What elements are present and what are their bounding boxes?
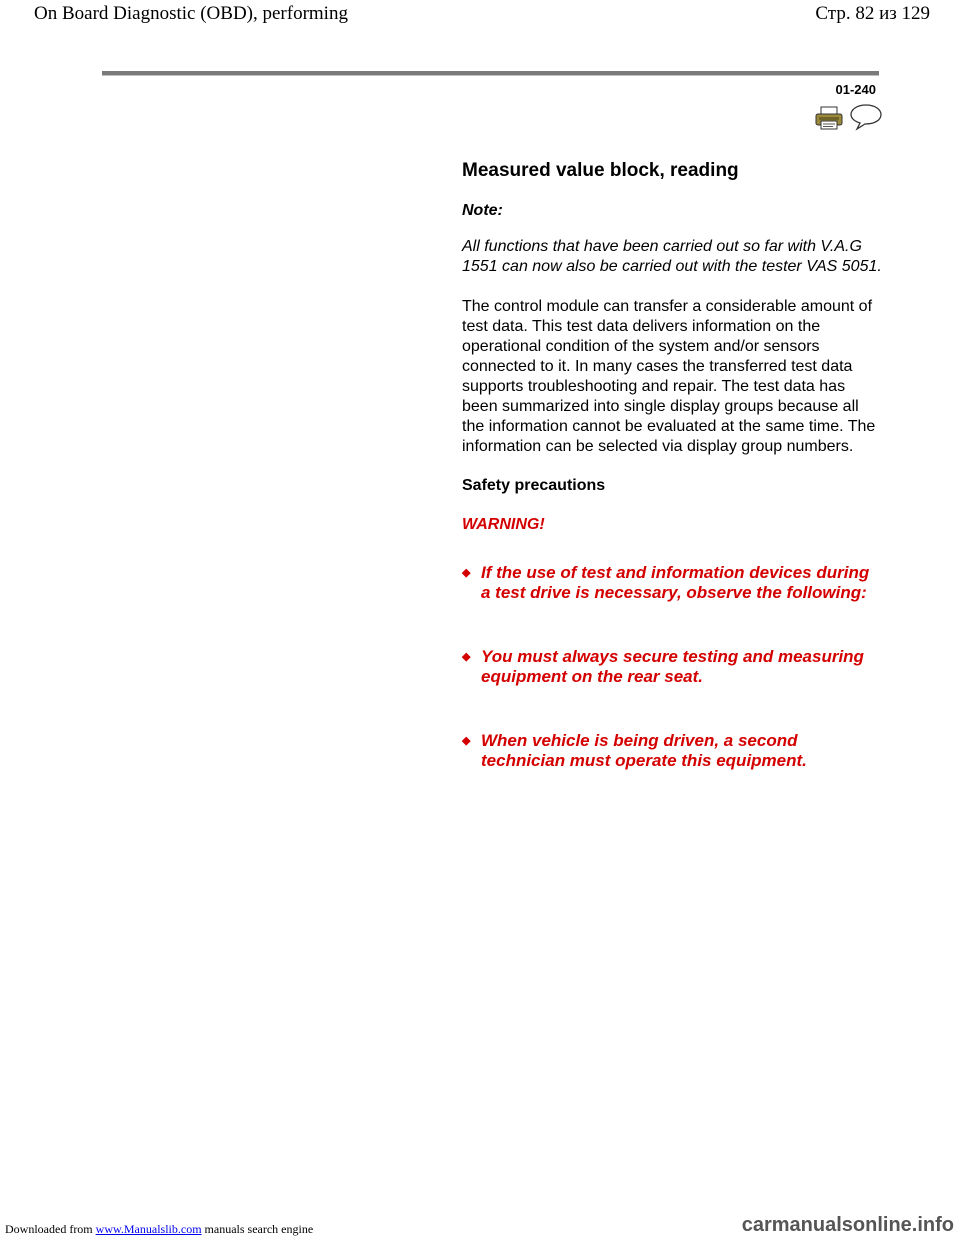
warning-text: You must always secure testing and measuring equipment on the rear seat. <box>481 647 864 686</box>
warning-item <box>462 731 882 771</box>
diamond-bullet-icon: ◆ <box>462 735 471 747</box>
safety-heading: Safety precautions <box>462 477 606 494</box>
footer-prefix: Downloaded from <box>5 1222 93 1236</box>
speech-bubble-icon[interactable] <box>849 103 883 131</box>
manualslib-link[interactable]: www.Manualslib.com <box>95 1222 202 1236</box>
warning-text: If the use of test and information devices during a test drive is necessary, observe the following: <box>481 563 870 602</box>
document-title: On Board Diagnostic (OBD), performing <box>34 3 348 24</box>
download-footer <box>5 1222 313 1237</box>
page-code: 01-240 <box>835 82 876 97</box>
note-label: Note: <box>462 202 503 219</box>
diamond-bullet-icon: ◆ <box>462 651 471 663</box>
note-text: All functions that have been carried out so far with V.A.G 1551 can now also be carried out with the tester VAS 5051. <box>462 238 882 275</box>
body-paragraph: The control module can transfer a considerable amount of test data. This test data delivers information on the operational condition of the system and/or sensors connected to it. In many cases the transferred test data supports troubleshooting and repair. The test data has been summarized into single display groups because all the information cannot be evaluated at the same time. The information can be selected via display group numbers. <box>462 298 876 455</box>
footer-suffix: manuals search engine <box>204 1222 314 1236</box>
main-content <box>462 160 882 815</box>
warning-label: WARNING! <box>462 516 545 533</box>
printer-icon[interactable] <box>815 106 843 130</box>
warning-item <box>462 647 882 687</box>
warning-list <box>462 563 882 771</box>
section-title: Measured value block, reading <box>462 160 739 181</box>
diamond-bullet-icon: ◆ <box>462 567 471 579</box>
header-divider <box>102 71 879 76</box>
page-indicator: Стр. 82 из 129 <box>815 3 930 24</box>
toolbar-icons <box>815 103 883 131</box>
warning-item <box>462 563 882 603</box>
warning-text: When vehicle is being driven, a second technician must operate this equipment. <box>481 731 807 770</box>
page-header <box>0 0 960 30</box>
watermark: carmanualsonline.info <box>741 1214 954 1236</box>
